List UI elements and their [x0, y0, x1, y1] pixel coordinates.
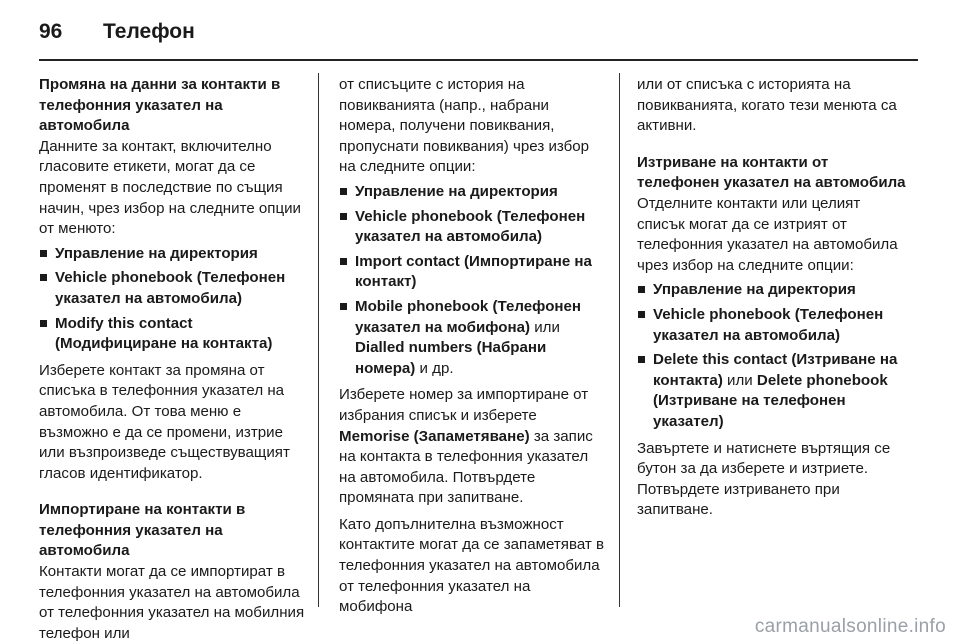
paragraph: Изберете контакт за промяна от списъка в телефонния указател на автомобила. От това меню е възможно е да се промени, изтрие или възпроизведе съществуващият гласов идентификатор. — [39, 361, 290, 482]
column-2 — [339, 75, 605, 618]
list-item: Vehicle phonebook (Телефонен указател на автомобила) — [637, 305, 912, 346]
bullet-icon — [638, 286, 645, 293]
paragraph: от списъците с история на повикванията (напр., набрани номера, получени повиквания, пропуснати повиквания) чрез избор на следните опции: — [339, 76, 590, 176]
list-item: Mobile phonebook (Телефонен указател на мобифона) или Dialled numbers (Набрани номера) и др. — [339, 297, 605, 379]
option-list — [637, 280, 912, 432]
list-item: Управление на директория — [637, 280, 912, 301]
option-list — [39, 244, 305, 355]
paragraph: Отделните контакти или целият списък могат да се изтрият от телефонния указател на автомобила чрез избор на следните опции: — [637, 194, 898, 274]
list-item: Modify this contact (Модифициране на контакта) — [39, 314, 305, 355]
section-heading-delete: Изтриване на контакти от телефонен указател на автомобила — [637, 153, 906, 192]
list-item: Vehicle phonebook (Телефонен указател на автомобила) — [339, 207, 605, 248]
list-item: Vehicle phonebook (Телефонен указател на автомобила) — [39, 268, 305, 309]
bullet-icon — [40, 274, 47, 281]
header-rule — [39, 59, 918, 61]
column-divider-2 — [619, 73, 620, 607]
section-heading-import: Импортиране на контакти в телефонния указател на автомобила — [39, 501, 246, 560]
list-item: Управление на директория — [39, 244, 305, 265]
bullet-icon — [340, 303, 347, 310]
paragraph: Данните за контакт, включително гласовите етикети, могат да се променят в последствие по същия начин, чрез избор на следните опции от менюто: — [39, 137, 301, 238]
paragraph: Като допълнителна възможност контактите могат да се запаметяват в телефонния указател на автомобила от телефонния указател на мобифона — [339, 515, 605, 616]
list-item: Delete this contact (Изтриване на контакта) или Delete phonebook (Изтриване на телефонен указател) — [637, 350, 912, 432]
paragraph: Завъртете и натиснете въртящия се бутон за да изберете и изтриете. Потвърдете изтриването при запитване. — [637, 439, 891, 519]
option-list — [339, 182, 605, 379]
bullet-icon — [638, 311, 645, 318]
paragraph: или от списъка с историята на повикванията, когато тези менюта са активни. — [637, 76, 897, 135]
bullet-icon — [340, 258, 347, 265]
bullet-icon — [340, 188, 347, 195]
column-3 — [637, 75, 912, 521]
bullet-icon — [638, 356, 645, 363]
column-divider-1 — [318, 73, 319, 607]
page-number: 96 — [39, 20, 63, 43]
list-item: Import contact (Импортиране на контакт) — [339, 252, 605, 293]
page-header — [39, 14, 195, 50]
section-heading-modify: Промяна на данни за контакти в телефонния указател на автомобила — [39, 76, 281, 135]
watermark: carmanualsonline.info — [754, 616, 946, 637]
bullet-icon — [40, 320, 47, 327]
chapter-title: Телефон — [103, 20, 195, 43]
bullet-icon — [340, 213, 347, 220]
column-1 — [39, 75, 305, 644]
list-item: Управление на директория — [339, 182, 605, 203]
paragraph: Изберете номер за импортиране от избрания списък и изберете Memorise (Запаметяване) за запис на контакта в телефонния указател на автомобила. Потвърдете промяната при запитване. — [339, 386, 593, 507]
bullet-icon — [40, 250, 47, 257]
paragraph: Контакти могат да се импортират в телефонния указател на автомобила от телефонния указател на мобилния телефон или — [39, 563, 305, 642]
